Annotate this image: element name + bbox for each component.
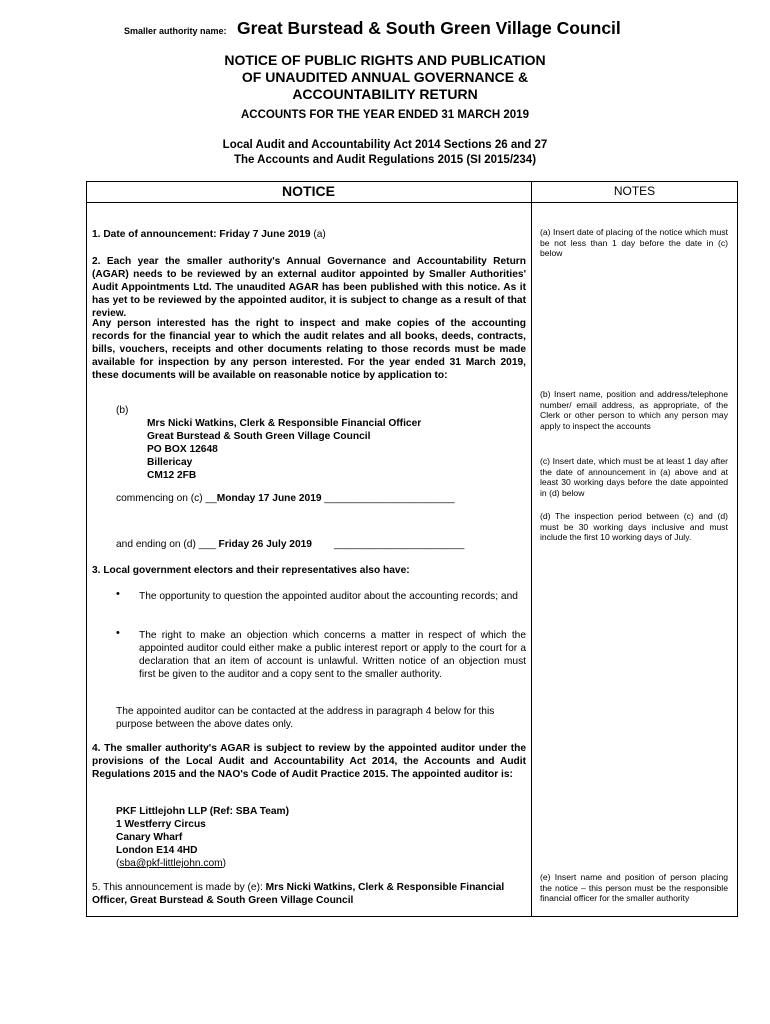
authority-name: Great Burstead & South Green Village Council: [236, 18, 621, 38]
contact-address: [147, 417, 421, 482]
auditor-email-link[interactable]: sba@pkf-littlejohn.com: [119, 858, 223, 869]
bullet-1-marker: •: [116, 588, 120, 600]
ending-prefix: and ending on (d) ___: [116, 539, 219, 550]
paragraph-4: 4. The smaller authority's AGAR is subject to review by the appointed auditor under the provisions of the Local Audit and Accountability Act 2014, the Accounts and Audit Regulations 2015 and the NAO's Code of Audit Practice 2015. The appointed auditor is:: [92, 743, 526, 780]
inspection-rights: Any person interested has the right to inspect and make copies of the accounting records for the financial year to which the audit relates and all books, deeds, contracts, bills, vouchers, receipts and other documents relating to those records must be made available for inspection by any person interested. For the year ended 31 March 2019, these documents will be available on reasonable notice by application to:: [92, 318, 526, 381]
legislation-block: [0, 138, 770, 168]
auditor-email-line: [116, 857, 289, 870]
paragraph-1: [92, 228, 526, 241]
act-line: Local Audit and Accountability Act 2014 Sections 26 and 27: [222, 139, 548, 151]
title-line-3: ACCOUNTABILITY RETURN: [292, 86, 478, 102]
contact-po-box: PO BOX 12648: [147, 444, 218, 455]
title-line-1: NOTICE OF PUBLIC RIGHTS AND PUBLICATION: [224, 52, 546, 68]
announcement-made-by: 5. This announcement is made by (e):: [92, 882, 266, 893]
ending-line: [116, 539, 464, 550]
bullet-1-text: The opportunity to question the appointed auditor about the accounting records; and: [139, 591, 518, 602]
ending-suffix: _______________________: [333, 539, 465, 550]
note-e: (e) Insert name and position of person placing the notice – this person must be the responsible financial officer for the smaller authority: [540, 872, 728, 903]
paragraph-2: 2. Each year the smaller authority's Annual Governance and Accountability Return (AGAR) needs to be reviewed by an external auditor appointed by Smaller Authorities' Audit Appointments Ltd. The unaudited AGAR has been published with this notice. As it has yet to be reviewed by the appointed auditor, it is subject to change as a result of that review.: [92, 256, 526, 319]
auditor-firm: PKF Littlejohn LLP (Ref: SBA Team): [116, 806, 289, 817]
contact-name: Mrs Nicki Watkins, Clerk & Responsible Financial Officer: [147, 418, 422, 429]
auditor-street: 1 Westferry Circus: [116, 819, 206, 830]
header-divider: [86, 202, 738, 203]
commencing-suffix: _______________________: [321, 493, 455, 504]
notes-heading: NOTES: [613, 184, 656, 198]
contact-postcode: CM12 2FB: [147, 470, 197, 481]
bullet-2-text: The right to make an objection which concerns a matter in respect of which the appointed auditor could either make a public interest report or apply to the court for a declaration that an item of account is unlawful. Written notice of an objection must first be given to the auditor and a copy sent to the smaller authority.: [139, 630, 526, 680]
ending-date: Friday 26 July 2019: [218, 539, 312, 550]
title-line-2: OF UNAUDITED ANNUAL GOVERNANCE &: [241, 69, 529, 85]
email-open-paren: (: [116, 858, 120, 869]
note-a: (a) Insert date of placing of the notice which must be not less than 1 day before the date in (c) below: [540, 227, 728, 258]
column-divider: [531, 181, 532, 917]
note-b: (b) Insert name, position and address/telephone number/ email address, as appropriate, of the Clerk or other person to which any person may apply to inspect the accounts: [540, 389, 728, 431]
accounts-year: ACCOUNTS FOR THE YEAR ENDED 31 MARCH 2019: [241, 109, 529, 121]
auditor-area: Canary Wharf: [116, 832, 183, 843]
paragraph-3-heading: 3. Local government electors and their representatives also have:: [92, 565, 410, 576]
commencing-line: [116, 493, 455, 504]
auditor-contact-note: The appointed auditor can be contacted at the address in paragraph 4 below for this purpose between the above dates only.: [116, 706, 495, 730]
document-title: [0, 52, 770, 103]
commencing-date: Monday 17 June 2019: [216, 493, 322, 504]
authority-label: Smaller authority name:: [124, 26, 227, 36]
paragraph-5: [92, 881, 526, 907]
commencing-prefix: commencing on (c) __: [116, 493, 217, 504]
auditor-city: London E14 4HD: [116, 845, 198, 856]
bullet-2-marker: •: [116, 627, 120, 639]
note-ref-b: (b): [116, 405, 129, 416]
auditor-address: [116, 805, 289, 870]
contact-organisation: Great Burstead & South Green Village Council: [147, 431, 371, 442]
note-c: (c) Insert date, which must be at least 1 day after the date of announcement in (a) above and at least 30 working days before the date appointed in (d) below: [540, 456, 728, 498]
contact-town: Billericay: [147, 457, 193, 468]
announcer-name: Mrs Nicki Watkins, Clerk & Responsible Financial Officer, Great Burstead & South Green Village Council: [92, 882, 505, 906]
note-ref-a: (a): [310, 229, 326, 240]
email-close-paren: ): [222, 858, 227, 869]
note-d: (d) The inspection period between (c) and (d) must be 30 working days inclusive and must include the first 10 working days of July.: [540, 511, 728, 542]
regulations-line: The Accounts and Audit Regulations 2015 (SI 2015/234): [233, 154, 537, 166]
announcement-date: 1. Date of announcement: Friday 7 June 2019: [92, 229, 311, 240]
authority-header: [124, 18, 684, 39]
notice-heading: NOTICE: [282, 183, 335, 199]
